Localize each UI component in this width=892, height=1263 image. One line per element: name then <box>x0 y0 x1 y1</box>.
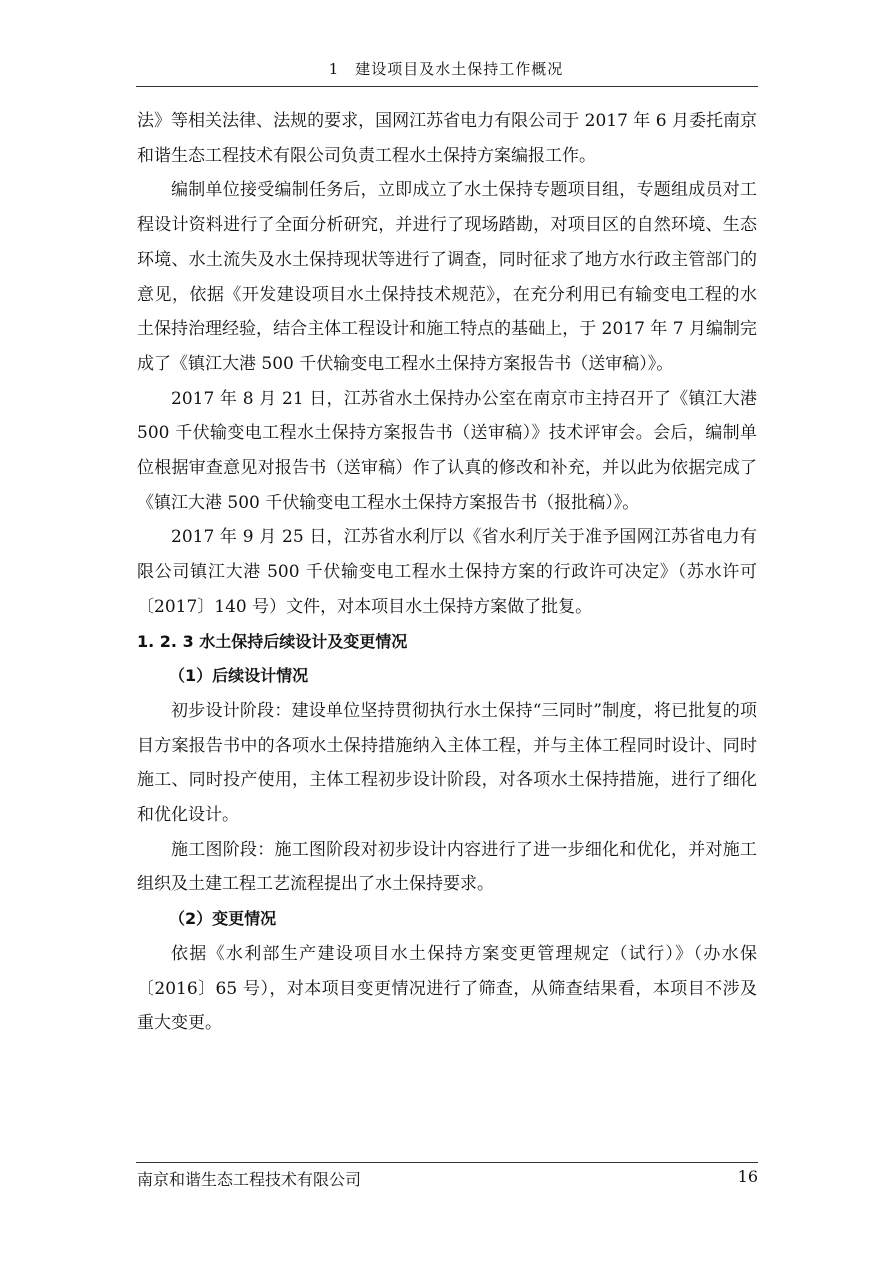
paragraph-2: 编制单位接受编制任务后，立即成立了水土保持专题项目组，专题组成员对工程设计资料进行了全面分析研究，并进行了现场踏勘，对项目区的自然环境、生态环境、水土流失及水土保持现状等进行了调查，同时征求了地方水行政主管部门的意见，依据《开发建设项目水土保持技术规范》，在充分利用已有输变电工程的水土保持治理经验，结合主体工程设计和施工特点的基础上，于 2017 年 7 月编制完成了《镇江大港 500 千伏输变电工程水土保持方案报告书（送审稿）》。 <box>137 180 757 374</box>
paragraph-3: 2017 年 8 月 21 日，江苏省水土保持办公室在南京市主持召开了《镇江大港 500 千伏输变电工程水土保持方案报告书（送审稿）》技术评审会。会后，编制单位根据审查意见对报告书（送审稿）作了认真的修改和补充，并以此为依据完成了《镇江大港 500 千伏输变电工程水土保持方案报告书（报批稿）》。 <box>137 388 757 513</box>
section-heading: 1. 2. 3 水土保持后续设计及变更情况 <box>137 631 408 651</box>
subsection-heading-changes: （2）变更情况 <box>169 909 277 929</box>
paragraph-4: 2017 年 9 月 25 日，江苏省水利厅以《省水利厅关于准予国网江苏省电力有限公司镇江大港 500 千伏输变电工程水土保持方案的行政许可决定》（苏水许可〔2017〕140 号）文件，对本项目水土保持方案做了批复。 <box>137 527 757 617</box>
paragraph-1: 法》等相关法律、法规的要求，国网江苏省电力有限公司于 2017 年 6 月委托南京和谐生态工程技术有限公司负责工程水土保持方案编报工作。 <box>137 111 757 166</box>
running-header: 1 建设项目及水土保持工作概况 <box>328 60 564 78</box>
paragraph-construction-drawing: 施工图阶段：施工图阶段对初步设计内容进行了进一步细化和优化，并对施工组织及土建工程工艺流程提出了水土保持要求。 <box>137 839 757 895</box>
page-number: 16 <box>737 1167 758 1186</box>
subsection-heading-followup-design: （1）后续设计情况 <box>169 666 309 686</box>
paragraph-preliminary-design: 初步设计阶段：建设单位坚持贯彻执行水土保持“三同时”制度，将已批复的项目方案报告书中的各项水土保持措施纳入主体工程，并与主体工程同时设计、同时施工、同时投产使用，主体工程初步设计阶段，对各项水土保持措施，进行了细化和优化设计。 <box>137 700 757 826</box>
document-body <box>137 104 757 1041</box>
paragraph-changes: 依据《水利部生产建设项目水土保持方案变更管理规定（试行）》（办水保〔2016〕65 号），对本项目变更情况进行了筛查，从筛查结果看，本项目不涉及重大变更。 <box>137 943 757 1034</box>
footer-divider <box>136 1162 758 1163</box>
footer-company: 南京和谐生态工程技术有限公司 <box>137 1170 362 1189</box>
header-divider <box>136 86 758 87</box>
